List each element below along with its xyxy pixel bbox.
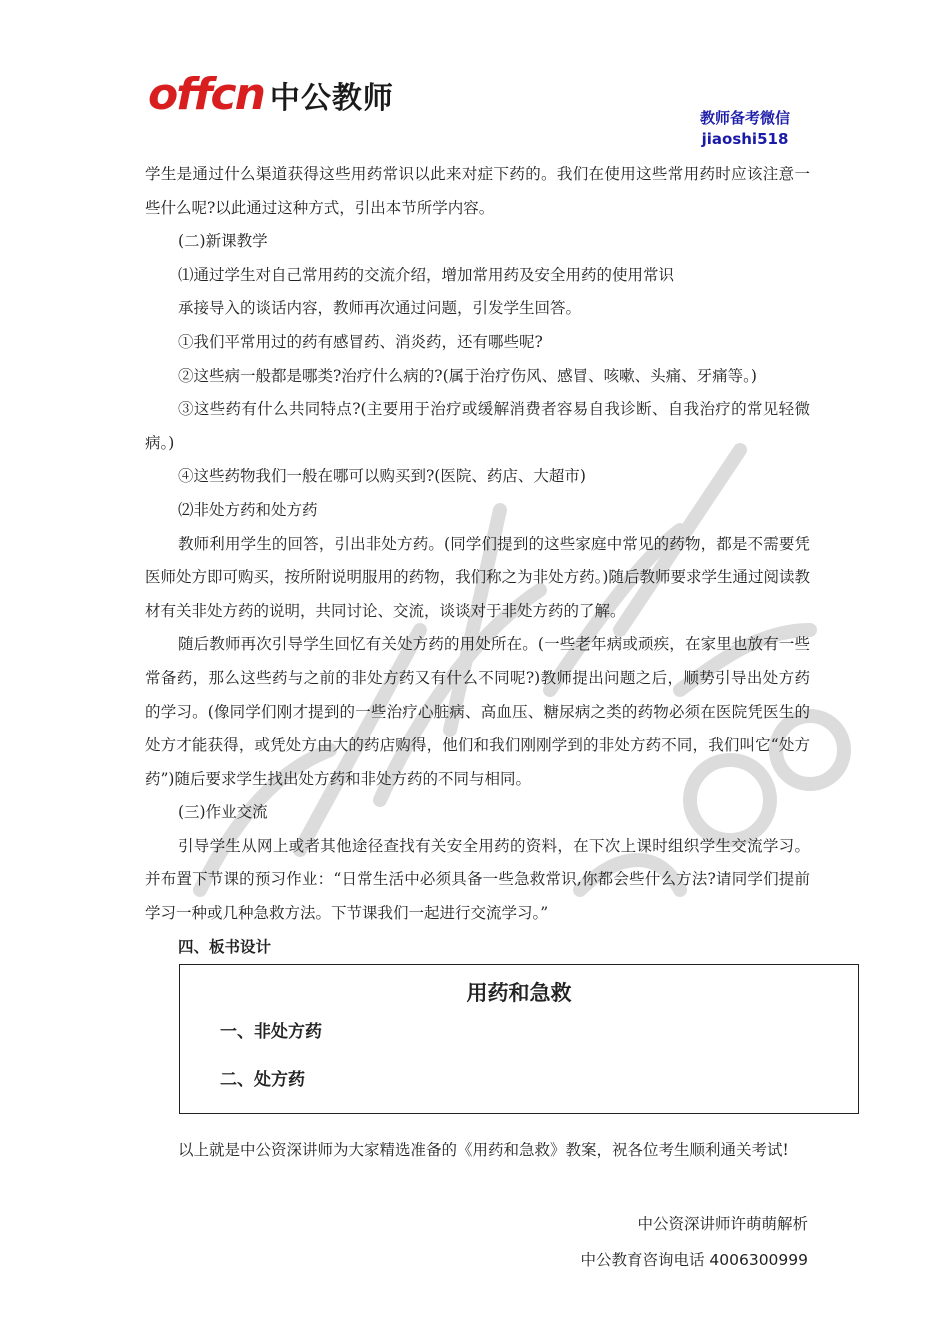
lesson-body [145, 158, 810, 964]
paragraph: 引导学生从网上或者其他途径查找有关安全用药的资料，在下次上课时组织学生交流学习。并布置下节课的预习作业：“日常生活中必须具备一些急救常识,你都会些什么方法?请同学们提前学习一种或几种急救方法。下节课我们一起进行交流学习。” [145, 836, 810, 923]
logo-cn-text: 中公教师 [269, 81, 394, 116]
paragraph: ①我们平常用过的药有感冒药、消炎药，还有哪些呢? [178, 332, 543, 351]
paragraph: 承接导入的谈话内容，教师再次通过问题，引发学生回答。 [178, 299, 582, 318]
paragraph: ⑵非处方药和处方药 [178, 500, 318, 519]
phone-line: 中公教育咨询电话 4006300999 [580, 1251, 808, 1269]
board-title: 用药和急救 [466, 981, 572, 1005]
closing-text: 以上就是中公资深讲师为大家精选准备的《用药和急救》教案，祝各位考生顺利通关考试! [178, 1141, 789, 1159]
signature-block [580, 1206, 808, 1278]
author-line: 中公资深讲师许萌萌解析 [637, 1215, 808, 1233]
wechat-label: 教师备考微信 [699, 109, 790, 127]
paragraph: (二)新课教学 [178, 232, 268, 251]
paragraph: (三)作业交流 [178, 803, 268, 822]
paragraph: 学生是通过什么渠道获得这些用药常识以此来对症下药的。我们在使用这些常用药时应该注意一些什么呢?以此通过这种方式，引出本节所学内容。 [145, 165, 810, 217]
closing-note [145, 1134, 810, 1168]
brand-logo [148, 70, 394, 120]
wechat-contact [680, 108, 810, 150]
paragraph: ⑴通过学生对自己常用药的交流介绍，增加常用药及安全用药的使用常识 [178, 265, 675, 284]
paragraph: ③这些药有什么共同特点?(主要用于治疗或缓解消费者容易自我诊断、自我治疗的常见轻微病。) [145, 400, 810, 452]
paragraph: 教师利用学生的回答，引出非处方药。(同学们提到的这些家庭中常见的药物，都是不需要凭医师处方即可购买，按所附说明服用的药物，我们称之为非处方药。)随后教师要求学生通过阅读教材有关非处方药的说明，共同讨论、交流，谈谈对于非处方药的了解。 [145, 534, 810, 620]
section-heading: 四、板书设计 [178, 937, 272, 956]
paragraph: 随后教师再次引导学生回忆有关处方药的用处所在。(一些老年病或顽疾，在家里也放有一些常备药，那么这些药与之前的非处方药又有什么不同呢?)教师提出问题之后，顺势引导出处方药的学习。(像同学们刚才提到的一些治疗心脏病、高血压、糖尿病之类的药物必须在医院凭医生的处方才能获得，或凭处方由大的药店购得，他们和我们刚刚学到的非处方药不同，我们叫它“处方药”)随后要求学生找出处方药和非处方药的不同与相同。 [145, 635, 810, 788]
paragraph: ②这些病一般都是哪类?治疗什么病的?(属于治疗伤风、感冒、咳嗽、头痛、牙痛等。) [178, 366, 757, 385]
wechat-id: jiaoshi518 [701, 130, 789, 148]
board-item-2: 二、处方药 [220, 1070, 305, 1090]
blackboard-design-box [179, 964, 859, 1114]
paragraph: ④这些药物我们一般在哪可以购买到?(医院、药店、大超市) [178, 467, 586, 486]
logo-brand-text: offcn [148, 69, 264, 120]
board-item-1: 一、非处方药 [220, 1022, 322, 1042]
